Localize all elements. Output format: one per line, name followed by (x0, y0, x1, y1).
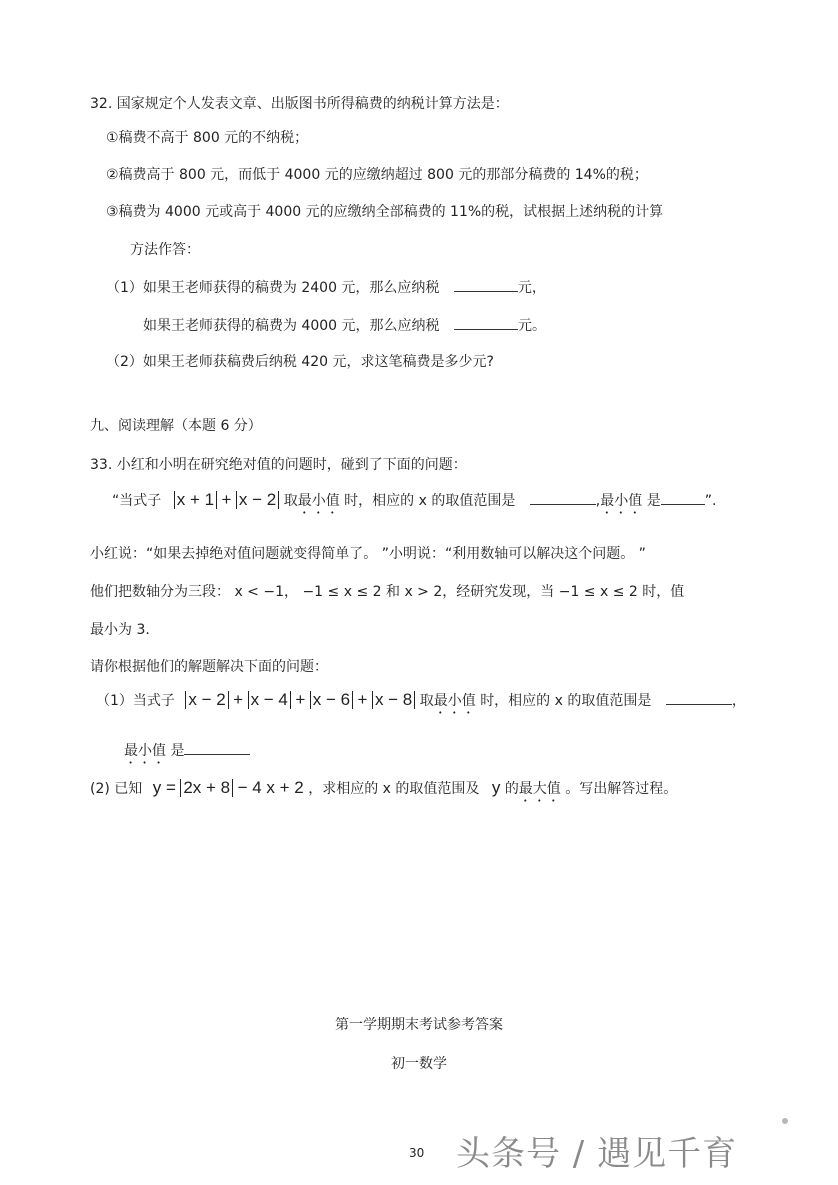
plus-sign: + (233, 690, 244, 709)
q32-part1-line1 (106, 277, 546, 298)
abs-expr-x-2: x − 2 (185, 691, 228, 709)
q33-sub2-post: ，求相应的 x 的取值范围及 (308, 781, 480, 797)
q33-is: 是 (646, 493, 661, 509)
answer-blank-6[interactable] (184, 740, 250, 755)
q33-min-value-emph: 最小值 (600, 493, 643, 509)
plus-sign: + (295, 690, 306, 709)
y-variable: y (491, 778, 501, 797)
q32-rule-3-cont: 方法作答： (130, 242, 200, 258)
abs-expr-2x-8: 2x + 8 (180, 779, 233, 797)
answer-blank-3[interactable] (530, 490, 596, 505)
q32-part1-unit-a: 元， (517, 280, 546, 296)
q32-part2: （2）如果王老师获稿费后纳税 420 元，求这笔稿费是多少元? (106, 354, 494, 370)
abs-expr-x-6: x − 6 (310, 691, 353, 709)
y-equals: y = (152, 778, 176, 797)
q32-title: 32. 国家规定个人发表文章、出版图书所得稿费的纳税计算方法是： (90, 96, 509, 112)
q33-sub1-min-word: 最小值 (124, 743, 166, 759)
q33-range: 时，相应的 x 的取值范围是 (344, 493, 516, 509)
watermark: 头条号 / 遇见千育 (456, 1134, 738, 1174)
answer-blank-5[interactable] (666, 690, 732, 705)
watermark-dot-icon (782, 1118, 788, 1124)
answer-blank-1[interactable] (454, 277, 518, 292)
q33-quote-open: “当式子 (112, 493, 162, 509)
page-number: 30 (409, 1146, 425, 1160)
q33-sub1-range: 时，相应的 x 的取值范围是 (480, 693, 652, 709)
answer-blank-2[interactable] (454, 315, 518, 330)
abs-expr-1: x + 1 (174, 491, 217, 509)
section-9-heading: 九、阅读理解（本题 6 分） (90, 418, 262, 434)
q32-part1-text-b: 如果王老师获得的稿费为 4000 元，那么应纳税 (143, 318, 440, 334)
answer-key-title: 第一学期期末考试参考答案 (335, 1017, 503, 1033)
q33-dialog: 小红说：“如果去掉绝对值问题就变得简单了。 ”小明说：“利用数轴可以解决这个问题。 ” (90, 546, 646, 562)
plus-sign: + (221, 490, 232, 509)
plus-sign: + (357, 690, 368, 709)
q33-sub1 (96, 690, 746, 717)
q32-part1-text-a: （1）如果王老师获得的稿费为 2400 元，那么应纳税 (106, 280, 440, 296)
q33-sub1-pre: （1）当式子 (96, 693, 175, 709)
q33-sub1-min-emph: 最小值 (433, 693, 476, 709)
q33-request: 请你根据他们的解题解决下面的问题： (90, 659, 328, 675)
q33-sub2-pre: (2) 已知 (90, 781, 143, 797)
q32-part1-line2 (143, 315, 546, 336)
expr-rest: − 4 x + 2 (237, 778, 304, 797)
q32-rule-3: ③稿费为 4000 元或高于 4000 元的应缴纳全部稿费的 11%的税，试根据上述纳税的计算 (106, 204, 664, 220)
q33-segments-cont: 最小为 3. (90, 622, 150, 638)
abs-expr-x-8: x − 8 (372, 691, 415, 709)
q33-sub2-end: 。写出解答过程。 (565, 781, 678, 797)
answer-key-subtitle: 初一数学 (391, 1056, 447, 1072)
q33-sub1-comma: ， (731, 693, 746, 709)
q33-sub1-is: 是 (170, 743, 185, 759)
q33-sub2-de: 的 (504, 781, 519, 797)
q33-take: 取 (283, 493, 298, 509)
q33-problem (112, 490, 716, 517)
q33-quote-close: ”. (704, 493, 717, 509)
q32-rule-1: ①稿费不高于 800 元的不纳税； (106, 130, 309, 146)
q33-sub2-max-emph: 最大值 (518, 781, 561, 797)
q32-part1-unit-b: 元。 (517, 318, 546, 334)
abs-expr-x-4: x − 4 (248, 691, 291, 709)
q33-title: 33. 小红和小明在研究绝对值的问题时，碰到了下面的问题： (90, 457, 467, 473)
q32-rule-2: ②稿费高于 800 元，而低于 4000 元的应缴纳超过 800 元的那部分稿费的 14%的税； (106, 167, 648, 183)
q33-segments: 他们把数轴分为三段： x < −1， −1 ≤ x ≤ 2 和 x > 2，经研究发现，当 −1 ≤ x ≤ 2 时，值 (90, 584, 685, 600)
answer-blank-4[interactable] (661, 490, 705, 505)
q33-sub1-take: 取 (419, 693, 434, 709)
q33-sub2 (90, 778, 677, 805)
q33-min-emph: 最小值 (297, 493, 340, 509)
q33-sub1-min (124, 740, 250, 767)
q33-comma: , (595, 493, 601, 509)
abs-expr-2: x − 2 (236, 491, 279, 509)
